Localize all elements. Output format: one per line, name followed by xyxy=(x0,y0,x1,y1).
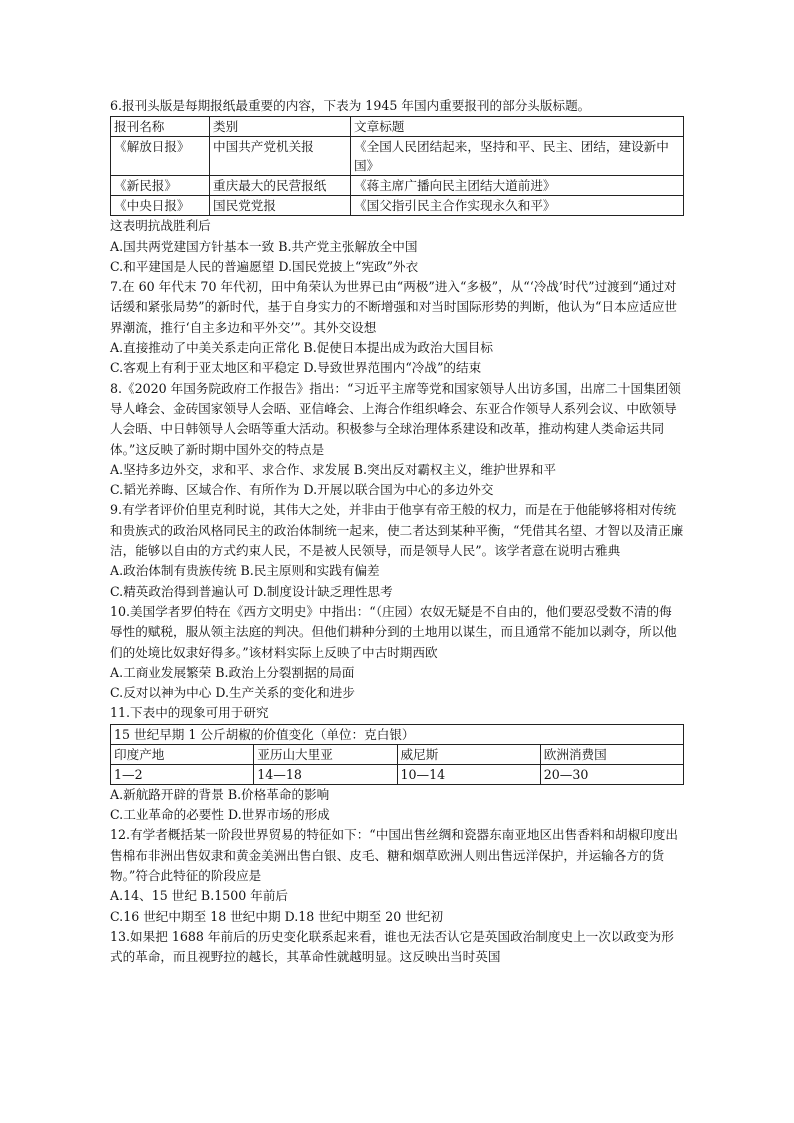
table-header-cell: 亚历山大里亚 xyxy=(254,744,397,764)
table-header-cell: 文章标题 xyxy=(351,117,684,137)
table-cell: 《蒋主席广播向民主团结大道前进》 xyxy=(351,176,684,196)
table-row xyxy=(111,196,684,216)
question-12-options-ab: A.14、15 世纪 B.1500 年前后 xyxy=(110,888,289,904)
question-13-stem: 13.如果把 1688 年前后的历史变化联系起来看，谁也无法否认它是英国政治制度史上一次以政变为形式的革命，而且视野拉的越长，其革命性就越明显。这反映出当时英国 xyxy=(110,928,674,965)
table-header-cell: 报刊名称 xyxy=(111,117,210,137)
table-cell: 20—30 xyxy=(540,764,683,784)
question-7-stem: 7.在 60 年代末 70 年代初，田中角荣认为世界已由“两极”进入“多极”，从“‘冷战’时代”过渡到“通过对话缓和紧张局势”的新时代，基于自身实力的不断增强和对当时国际形势的判断，他认为“日本应适应世界潮流，推行‘自主多边和平外交’”。其外交设想 xyxy=(110,279,678,335)
question-11-options-cd: C.工业革命的必要性 D.世界市场的形成 xyxy=(110,807,330,823)
question-8 xyxy=(110,379,684,501)
table-row xyxy=(111,764,684,784)
question-12-stem: 12.有学者概括某一阶段世界贸易的特征如下：“中国出售丝绸和瓷器东南亚地区出售香料和胡椒印度出售棉布非洲出售奴隶和黄金美洲出售白银、皮毛、糖和烟草欧洲人则出售远洋保护，并运输各方的货物。”符合此特征的阶段应是 xyxy=(110,827,678,883)
question-13 xyxy=(110,927,684,968)
table-cell: 《全国人民团结起来，坚持和平、民主、团结，建设新中国》 xyxy=(351,137,684,176)
question-8-options-ab: A.坚持多边外交，求和平、求合作、求发展 B.突出反对霸权主义，维护世界和平 xyxy=(110,461,556,477)
question-6-table xyxy=(110,116,684,216)
table-cell: 14—18 xyxy=(254,764,397,784)
question-11-stem: 11.下表中的现象可用于研究 xyxy=(110,705,269,721)
question-6-options-ab: A.国共两党建国方针基本一致 B.共产党主张解放全中国 xyxy=(110,238,418,254)
question-6-stem: 6.报刊头版是每期报纸最重要的内容，下表为 1945 年国内重要报刊的部分头版标题。 xyxy=(110,98,591,113)
question-12 xyxy=(110,825,684,926)
table-row xyxy=(111,176,684,196)
table-cell: 1—2 xyxy=(111,764,254,784)
question-6 xyxy=(110,96,684,277)
table-caption-row xyxy=(111,724,684,744)
question-7-options-ab: A.直接推动了中美关系走向正常化 B.促使日本提出成为政治大国目标 xyxy=(110,340,493,356)
question-11-table xyxy=(110,724,684,785)
table-header-row xyxy=(111,744,684,764)
table-cell: 《解放日报》 xyxy=(111,137,210,176)
question-9-options-cd: C.精英政治得到普遍认可 D.制度设计缺乏理性思考 xyxy=(110,583,393,599)
question-6-options-cd: C.和平建国是人民的普遍愿望 D.国民党披上“宪政”外衣 xyxy=(110,258,419,274)
table-cell: 国民党党报 xyxy=(210,196,351,216)
table-cell: 《国父指引民主合作实现永久和平》 xyxy=(351,196,684,216)
question-10-stem: 10.美国学者罗伯特在《西方文明史》中指出：“（庄园）农奴无疑是不自由的，他们要忍受数不清的侮辱性的赋税，服从领主法庭的判决。但他们耕种分到的土地用以谋生，而且通常不能加以剥夺，所以他们的处境比奴隶好得多。”该材料实际上反映了中古时期西欧 xyxy=(110,603,677,660)
question-8-options-cd: C.韬光养晦、区域合作、有所作为 D.开展以联合国为中心的多边外交 xyxy=(110,482,494,498)
question-10 xyxy=(110,602,684,703)
question-10-options-cd: C.反对以神为中心 D.生产关系的变化和进步 xyxy=(110,685,355,701)
table-caption: 15 世纪早期 1 公斤胡椒的价值变化（单位：克白银） xyxy=(111,724,684,744)
table-header-row xyxy=(111,117,684,137)
table-header-cell: 威尼斯 xyxy=(397,744,540,764)
question-6-tail: 这表明抗战胜利后 xyxy=(110,218,211,234)
question-12-options-cd: C.16 世纪中期至 18 世纪中期 D.18 世纪中期至 20 世纪初 xyxy=(110,908,444,924)
table-cell: 10—14 xyxy=(397,764,540,784)
exam-page xyxy=(110,96,684,967)
table-cell: 《新民报》 xyxy=(111,176,210,196)
question-7 xyxy=(110,277,684,378)
question-9-options-ab: A.政治体制有贵族传统 B.民主原则和实践有偏差 xyxy=(110,563,380,579)
table-header-cell: 印度产地 xyxy=(111,744,254,764)
question-10-options-ab: A.工商业发展繁荣 B.政治上分裂割据的局面 xyxy=(110,664,355,680)
table-header-cell: 欧洲消费国 xyxy=(540,744,683,764)
question-7-options-cd: C.客观上有利于亚太地区和平稳定 D.导致世界范围内“冷战”的结束 xyxy=(110,360,482,376)
question-11-options-ab: A.新航路开辟的背景 B.价格革命的影响 xyxy=(110,786,330,802)
table-cell: 《中央日报》 xyxy=(111,196,210,216)
table-row xyxy=(111,137,684,176)
table-cell: 重庆最大的民营报纸 xyxy=(210,176,351,196)
question-8-stem: 8.《2020 年国务院政府工作报告》指出：“习近平主席等党和国家领导人出访多国，出席二十国集团领导人峰会、金砖国家领导人会晤、亚信峰会、上海合作组织峰会、东亚合作领导人系列会议、中欧领导人会晤、中日韩领导人会晤等重大活动。积极参与全球治理体系建设和改革，推动构建人类命运共同体。”这反映了新时期中国外交的特点是 xyxy=(110,380,681,457)
question-9-stem: 9.有学者评价伯里克利时说，其伟大之处，并非由于他享有帝王般的权力，而是在于他能够将相对传统和贵族式的政治风格同民主的政治体制统一起来，使二者达到某种平衡，“凭借其名望、才智以及清正廉洁，能够以自由的方式约束人民，不是被人民领导，而是领导人民”。该学者意在说明古雅典 xyxy=(110,502,684,559)
table-cell: 中国共产党机关报 xyxy=(210,137,351,176)
question-9 xyxy=(110,500,684,601)
table-header-cell: 类别 xyxy=(210,117,351,137)
question-11 xyxy=(110,703,684,825)
